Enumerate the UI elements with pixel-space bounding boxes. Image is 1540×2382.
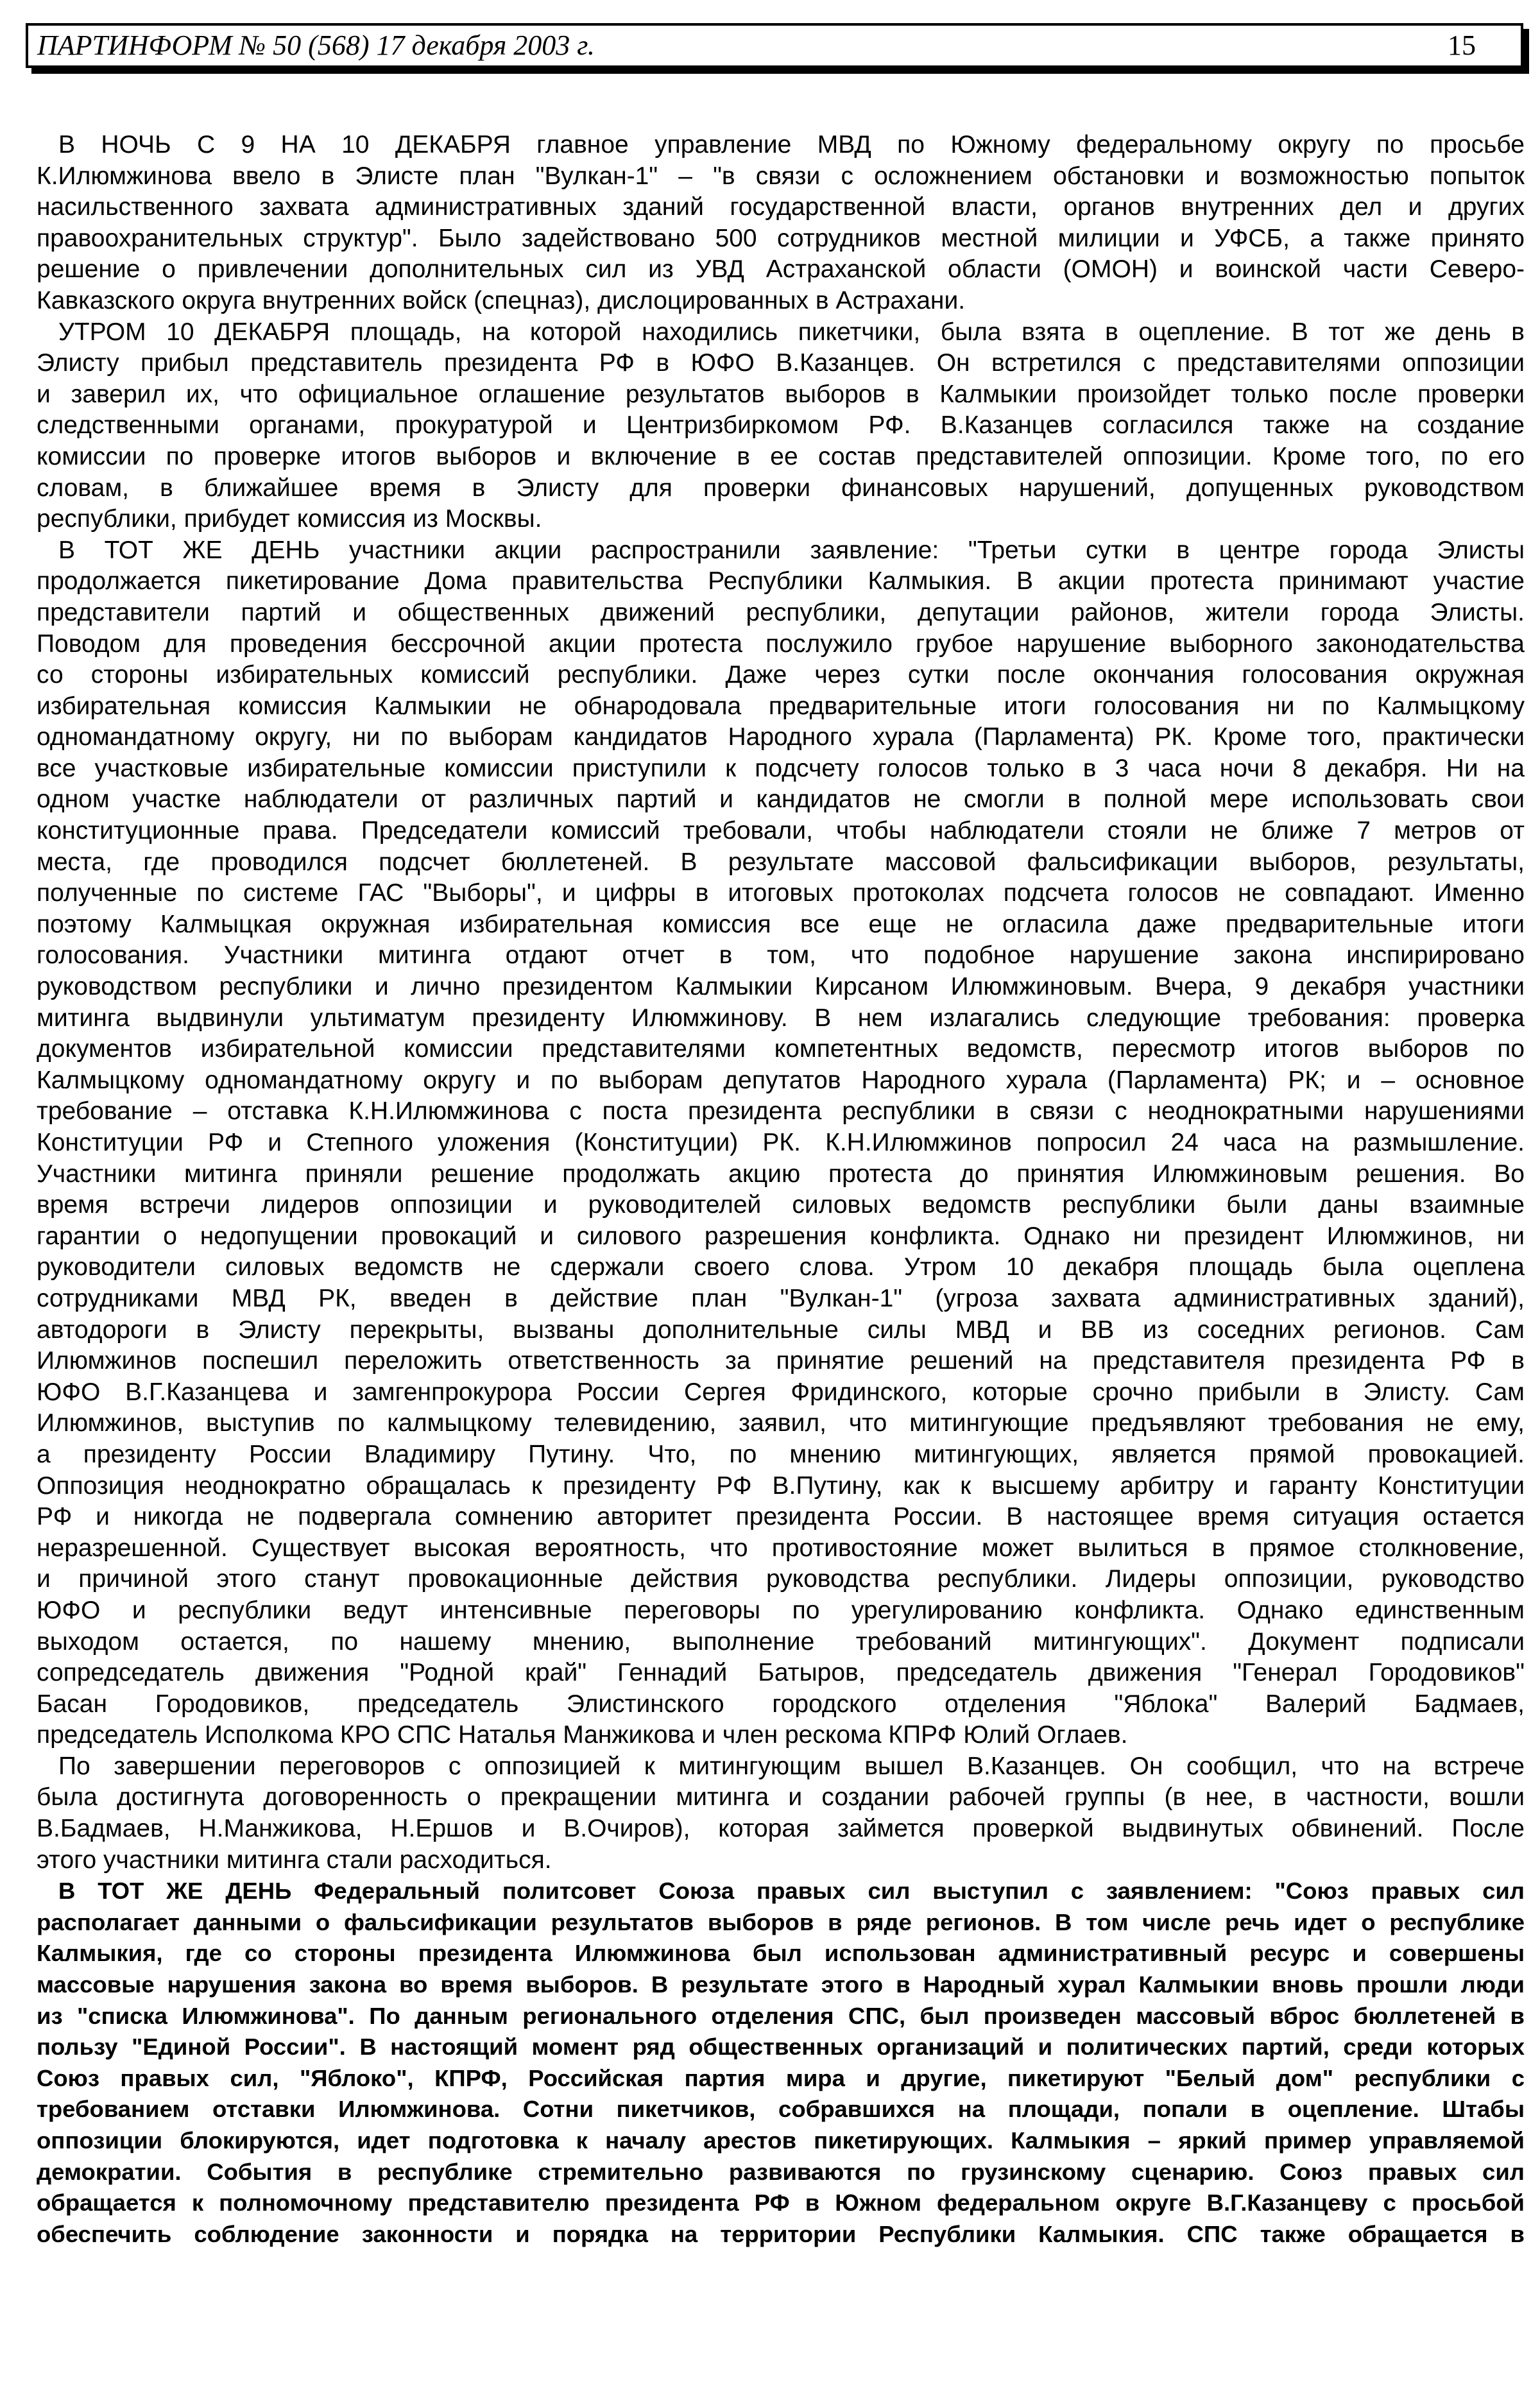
text-line: Элисту прибыл представитель президента РФ в ЮФО В.Казанцев. Он встретился с представителями оппозиции: [37, 349, 1525, 377]
text-line: неразрешенной. Существует высокая вероятность, что противостояние может вылиться в прямое столкновение,: [37, 1534, 1525, 1562]
text-line: пользу "Единой России". В настоящий момент ряд общественных организаций и политических партий, среди которых: [37, 2034, 1525, 2061]
paragraph: [37, 1751, 1525, 1876]
text-line: оппозиции блокируются, идет подготовка к началу арестов пикетирующих. Калмыкия – яркий пример управляемой: [37, 2127, 1525, 2154]
text-line: выходом остается, по нашему мнению, выполнение требований митингующих". Документ подписали: [37, 1627, 1525, 1656]
text-line: В.Бадмаев, Н.Манжикова, Н.Ершов и В.Очиров), которая займется проверкой выдвинутых обвинений. После: [37, 1815, 1525, 1843]
text-line: из "списка Илюмжинова". По данным регионального отделения СПС, был произведен массовый вброс бюллетеней в: [37, 2002, 1525, 2029]
text-line: Оппозиция неоднократно обращалась к президенту РФ В.Путину, как к высшему арбитру и гаранту Конституции: [37, 1471, 1525, 1500]
text-line: и заверил их, что официальное оглашение результатов выборов в Калмыкии произойдет только после проверки: [37, 380, 1525, 408]
text-line: насильственного захвата административных зданий государственной власти, органов внутренних дел и других: [37, 193, 1525, 221]
text-line: и причиной этого станут провокационные действия руководства республики. Лидеры оппозиции, руководство: [37, 1565, 1525, 1593]
text-line: обеспечить соблюдение законности и порядка на территории Республики Калмыкия. СПС также обращается в: [37, 2220, 1525, 2247]
text-line: комиссии по проверке итогов выборов и включение в ее состав представителей оппозиции. Кроме того, по его: [37, 442, 1525, 470]
text-line: Басан Городовиков, председатель Элистинского городского отделения "Яблока" Валерий Бадмаев,: [37, 1690, 1525, 1718]
text-line: Участники митинга приняли решение продолжать акцию протеста до принятия Илюмжиновым решения. Во: [37, 1160, 1525, 1188]
text-line: голосования. Участники митинга отдают отчет в том, что подобное нарушение закона инспирировано: [37, 941, 1525, 970]
paragraph: [37, 535, 1525, 1751]
text-line: одномандатному округу, ни по выборам кандидатов Народного хурала (Парламента) РК. Кроме того, практически: [37, 723, 1525, 751]
article-body: [37, 130, 1525, 2250]
text-line: Калмыцкому одномандатному округу и по выборам депутатов Народного хурала (Парламента) РК; и – основное: [37, 1066, 1525, 1094]
text-line: массовые нарушения закона во время выборов. В результате этого в Народный хурал Калмыкии вновь прошли люди: [37, 1971, 1525, 1998]
text-line: документов избирательной комиссии представителями компетентных ведомств, пересмотр итогов выборов по: [37, 1035, 1525, 1063]
text-line: сотрудниками МВД РК, введен в действие план "Вулкан-1" (угроза захвата административных зданий),: [37, 1284, 1525, 1312]
text-line: все участковые избирательные комиссии приступили к подсчету голосов только в 3 часа ночи 8 декабря. Ни на: [37, 754, 1525, 782]
text-line: а президенту России Владимиру Путину. Что, по мнению митингующих, является прямой провокацией.: [37, 1440, 1525, 1468]
text-line: Конституции РФ и Степного уложения (Конституции) РК. К.Н.Илюмжинов попросил 24 часа на размышление.: [37, 1129, 1525, 1156]
text-line: сопредседатель движения "Родной край" Геннадий Батыров, председатель движения "Генерал Городовиков": [37, 1659, 1525, 1687]
text-line: РФ и никогда не подвергала сомнению авторитет президента России. В настоящее время ситуация остается: [37, 1503, 1525, 1531]
text-line: УТРОМ 10 ДЕКАБРЯ площадь, на которой находились пикетчики, была взята в оцепление. В тот же день в: [58, 318, 1525, 346]
paragraph: [37, 317, 1525, 535]
text-line: продолжается пикетирование Дома правительства Республики Калмыкия. В акции протеста принимают участие: [37, 567, 1525, 596]
text-line: требованием отставки Илюмжинова. Сотни пикетчиков, собравшихся на площади, попали в оцепление. Штабы: [37, 2096, 1525, 2123]
text-line: митинга выдвинули ультиматум президенту Илюмжинову. В нем излагались следующие требования: проверка: [37, 1004, 1525, 1032]
paragraph: [37, 130, 1525, 317]
text-line: была достигнута договоренность о прекращении митинга и создании рабочей группы (в нее, в частности, вошли: [37, 1783, 1525, 1812]
text-line: К.Илюмжинова ввело в Элисте план "Вулкан-1" – "в связи с осложнением обстановки и возможностью попыток: [37, 162, 1525, 190]
text-line: следственными органами, прокуратурой и Центризбиркомом РФ. В.Казанцев согласился также на создание: [37, 411, 1525, 440]
text-line: словам, в ближайшее время в Элисту для проверки финансовых нарушений, допущенных руководством: [37, 474, 1525, 502]
text-line: руководством республики и лично президентом Калмыкии Кирсаном Илюмжиновым. Вчера, 9 декабря участники: [37, 973, 1525, 1001]
text-line: республики, прибудет комиссия из Москвы.: [37, 505, 542, 533]
text-line: По завершении переговоров с оппозицией к митингующим вышел В.Казанцев. Он сообщил, что на встрече: [58, 1752, 1525, 1780]
text-line: время встречи лидеров оппозиции и руководителей силовых ведомств республики были даны взаимные: [37, 1191, 1525, 1219]
text-line: Калмыкия, где со стороны президента Илюмжинова был использован административный ресурс и совершены: [37, 1940, 1525, 1967]
text-line: ЮФО и республики ведут интенсивные переговоры по урегулированию конфликта. Однако единственным: [37, 1596, 1525, 1624]
text-line: конституционные права. Председатели комиссий требовали, чтобы наблюдатели стояли не ближе 7 метров от: [37, 817, 1525, 845]
text-line: автодороги в Элисту перекрыты, вызваны дополнительные силы МВД и ВВ из соседних регионов. Сам: [37, 1315, 1525, 1344]
paragraph: [37, 1876, 1525, 2250]
publication-title: ПАРТИНФОРМ № 50 (568) 17 декабря 2003 г.: [37, 30, 595, 61]
text-line: ЮФО В.Г.Казанцева и замгенпрокурора России Сергея Фридинского, которые срочно прибыли в Элисту. Сам: [37, 1378, 1525, 1406]
text-line: Кавказского округа внутренних войск (спецназ), дислоцированных в Астрахани.: [37, 286, 966, 314]
text-line: демократии. События в республике стремительно развиваются по грузинскому сценарию. Союз правых сил: [37, 2158, 1525, 2185]
page-number: 15: [1448, 30, 1476, 61]
text-line: располагает данными о фальсификации результатов выборов в ряде регионов. В том числе речь идет о республике: [37, 1908, 1525, 1935]
text-line: Илюмжинов поспешил переложить ответственность за принятие решений на представителя президента РФ в: [37, 1347, 1525, 1375]
text-line: одном участке наблюдатели от различных партий и кандидатов не смогли в полной мере использовать свои: [37, 785, 1525, 814]
text-line: руководители силовых ведомств не сдержали своего слова. Утром 10 декабря площадь была оцеплена: [37, 1253, 1525, 1281]
text-line: представители партий и общественных движений республики, депутации районов, жители города Элисты.: [37, 598, 1525, 626]
text-line: требование – отставка К.Н.Илюмжинова с поста президента республики в связи с неоднократными нарушениями: [37, 1097, 1525, 1126]
text-line: избирательная комиссия Калмыкии не обнародовала предварительные итоги голосования ни по Калмыцкому: [37, 692, 1525, 720]
text-line: Илюмжинов, выступив по калмыцкому телевидению, заявил, что митингующие предъявляют требования не ему,: [37, 1409, 1525, 1437]
text-line: обращается к полномочному представителю президента РФ в Южном федеральном округе В.Г.Казанцеву с просьбой: [37, 2189, 1525, 2216]
text-line: решение о привлечении дополнительных сил из УВД Астраханской области (ОМОН) и воинской части Северо-: [37, 255, 1525, 284]
text-line: поэтому Калмыцкая окружная избирательная комиссия все еще не огласила даже предварительные итоги: [37, 910, 1525, 938]
text-line: гарантии о недопущении провокаций и силового разрешения конфликта. Однако ни президент Илюмжинов, ни: [37, 1222, 1525, 1250]
text-line: правоохранительных структур". Было задействовано 500 сотрудников местной милиции и УФСБ, а также принято: [37, 224, 1525, 252]
text-line: председатель Исполкома КРО СПС Наталья Манжикова и член рескома КПРФ Юлий Оглаев.: [37, 1721, 1128, 1749]
text-line: со стороны избирательных комиссий республики. Даже через сутки после окончания голосования окружная: [37, 661, 1525, 689]
text-line: Поводом для проведения бессрочной акции протеста послужило грубое нарушение выборного законодательства: [37, 630, 1525, 658]
text-line: В ТОТ ЖЕ ДЕНЬ Федеральный политсовет Союза правых сил выступил с заявлением: "Союз правых сил: [58, 1878, 1525, 1905]
text-line: В НОЧЬ С 9 НА 10 ДЕКАБРЯ главное управление МВД по Южному федеральному округу по просьбе: [58, 131, 1525, 159]
text-line: этого участники митинга стали расходиться.: [37, 1846, 552, 1874]
text-line: В ТОТ ЖЕ ДЕНЬ участники акции распространили заявление: "Третьи сутки в центре города Элисты: [58, 536, 1525, 564]
text-line: места, где проводился подсчет бюллетеней. В результате массовой фальсификации выборов, результаты,: [37, 848, 1525, 876]
page-header: [26, 23, 1523, 68]
text-line: полученные по системе ГАС "Выборы", и цифры в итоговых протоколах подсчета голосов не совпадают. Именно: [37, 879, 1525, 907]
text-line: Союз правых сил, "Яблоко", КПРФ, Российская партия мира и другие, пикетируют "Белый дом" республики с: [37, 2064, 1525, 2091]
